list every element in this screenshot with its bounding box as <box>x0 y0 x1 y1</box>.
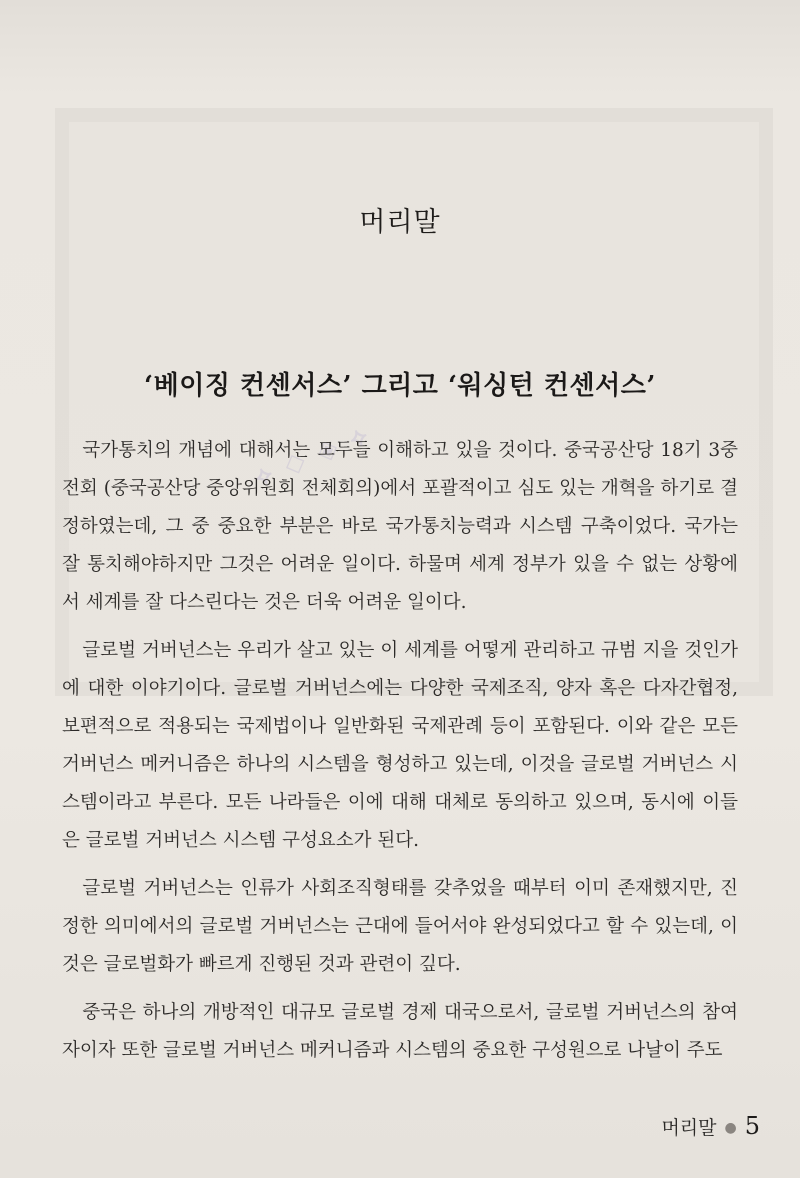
page-number: 5 <box>744 1112 760 1140</box>
paragraph-1: 국가통치의 개념에 대해서는 모두들 이해하고 있을 것이다. 중국공산당 18기 3중전회 (중국공산당 중앙위원회 전체회의)에서 포괄적이고 심도 있는 개혁을 하기로 결정하였는데, 그 중 중요한 부분은 바로 국가통치능력과 시스템 구축이었다. 국가는 잘 통치해야하지만 그것은 어려운 일이다. 하물며 세계 정부가 있을 수 없는 상황에서 세계를 잘 다스린다는 것은 더욱 어려운 일이다. <box>62 440 738 613</box>
paragraph-3: 글로벌 거버넌스는 인류가 사회조직형태를 갖추었을 때부터 이미 존재했지만, 진정한 의미에서의 글로벌 거버넌스는 근대에 들어서야 완성되었다고 할 수 있는데, 이것은 글로벌화가 빠르게 진행된 것과 관련이 깊다. <box>62 878 738 975</box>
section-heading: 머리말 <box>359 207 441 238</box>
chapter-title: ‘베이징 컨센서스’ 그리고 ‘워싱턴 컨센서스’ <box>144 371 656 401</box>
paragraph-4: 중국은 하나의 개방적인 대규모 글로벌 경제 대국으로서, 글로벌 거버넌스의 참여자이자 또한 글로벌 거버넌스 메커니즘과 시스템의 중요한 구성원으로 나날이 주도 <box>62 1002 738 1061</box>
page-footer <box>661 1112 760 1140</box>
paragraph-2: 글로벌 거버넌스는 우리가 살고 있는 이 세계를 어떻게 관리하고 규범 지을 것인가에 대한 이야기이다. 글로벌 거버넌스에는 다양한 국제조직, 양자 혹은 다자간협정, 보편적으로 적용되는 국제법이나 일반화된 국제관례 등이 포함된다. 이와 같은 모든 거버넌스 메커니즘은 하나의 시스템을 형성하고 있는데, 이것을 글로벌 거버넌스 시스템이라고 부른다. 모든 나라들은 이에 대해 대체로 동의하고 있으며, 동시에 이들은 글로벌 거버넌스 시스템 구성요소가 된다. <box>62 640 738 851</box>
publisher-watermark: ⟡ ◇ ◈ ⟡ <box>250 419 375 493</box>
bullet-separator-icon: ● <box>724 1120 737 1136</box>
running-title: 머리말 <box>661 1117 717 1139</box>
body-text <box>62 432 738 1080</box>
